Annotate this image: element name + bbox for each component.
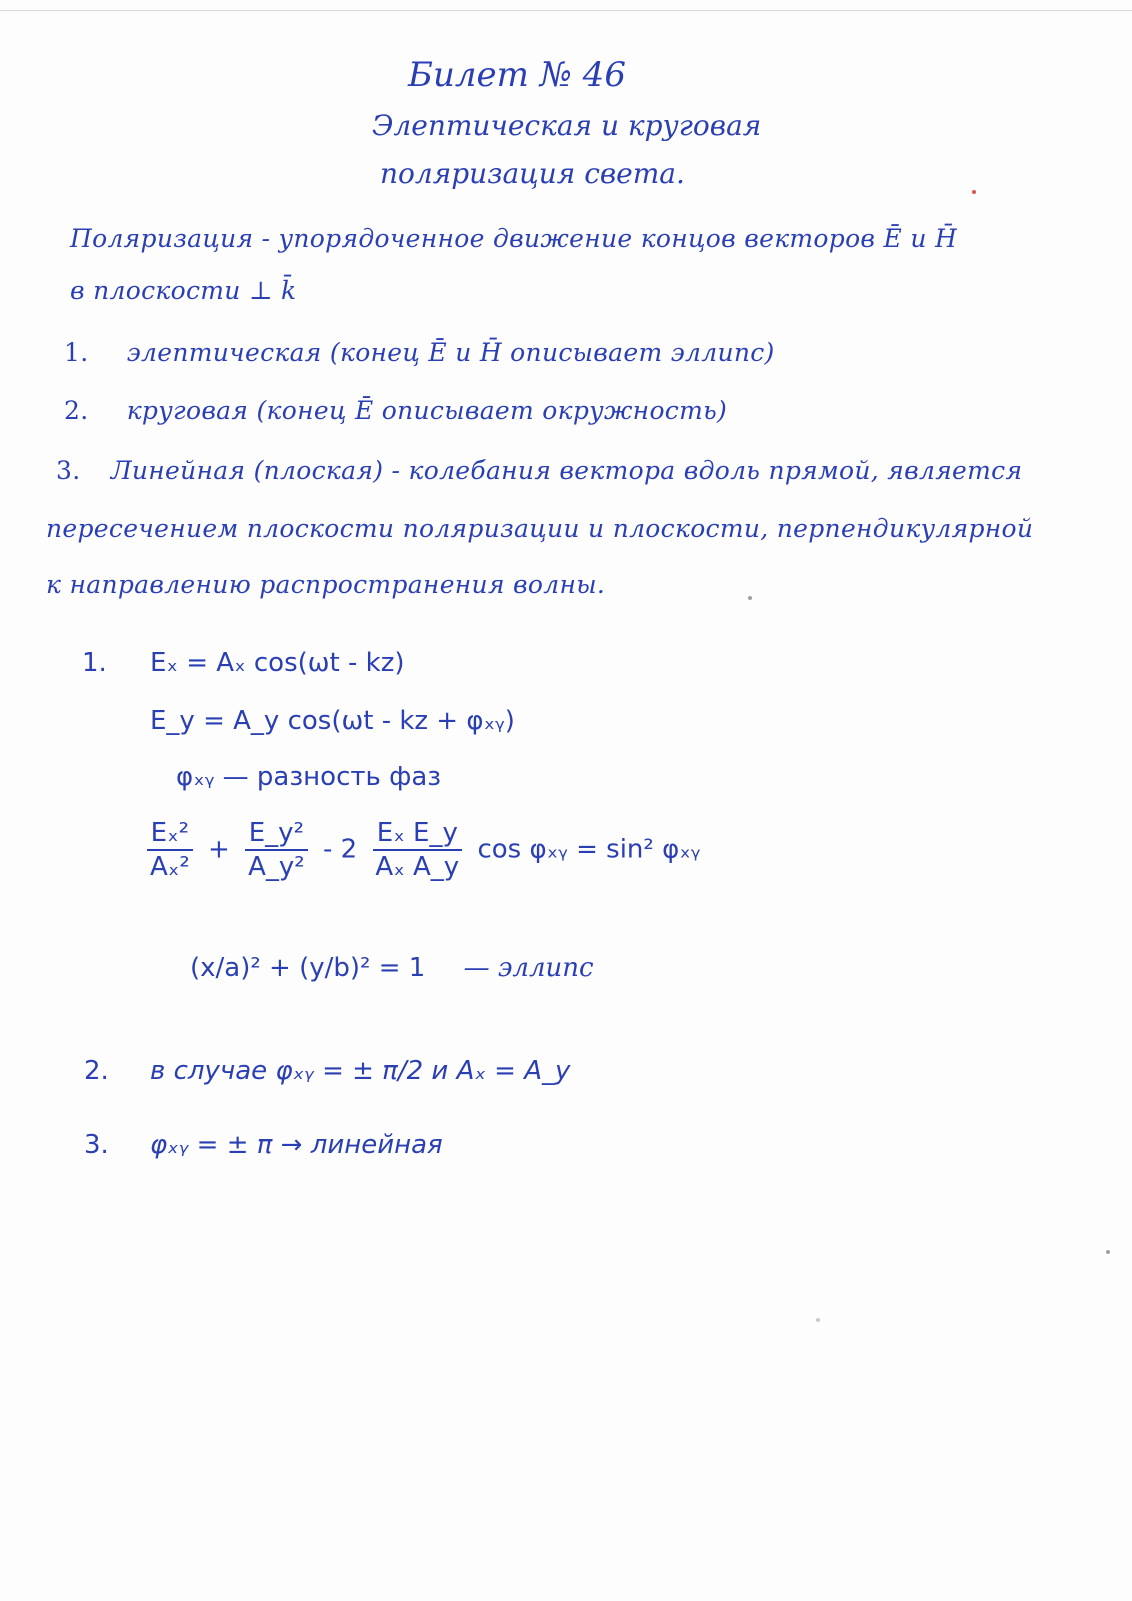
- fraction: [244, 820, 309, 880]
- definition-line-1: Поляризация - упорядоченное движение концов векторов Ē и H̄: [70, 224, 958, 253]
- definition-line-2: в плоскости ⊥ k̄: [70, 276, 297, 305]
- numerator: Eₓ²: [147, 820, 193, 851]
- math-number-2: 2.: [84, 1056, 109, 1086]
- fraction: [371, 820, 463, 880]
- type-number: 2.: [64, 396, 89, 425]
- phase-difference: φₓᵧ — разность фаз: [176, 762, 442, 792]
- math-number-3: 3.: [84, 1130, 109, 1160]
- equation-ey: E_y = A_y cos(ωt - kz + φₓᵧ): [150, 706, 515, 736]
- title-line-1: Элептическая и круговая: [372, 109, 762, 142]
- linear-continuation-1: пересечением плоскости поляризации и плоскости, перпендикулярной: [46, 514, 1034, 543]
- denominator: Aₓ²: [150, 852, 190, 882]
- type-number: 1.: [64, 338, 89, 367]
- scan-edge: [0, 10, 1132, 11]
- paper-speck: [972, 190, 976, 194]
- fraction: [146, 820, 194, 880]
- type-item-2: [64, 398, 727, 423]
- math-number-1: 1.: [82, 648, 107, 678]
- denominator: A_y²: [248, 852, 305, 882]
- type-number: 3.: [56, 456, 81, 485]
- type-text: элептическая (конец Ē и H̄ описывает эллипс): [126, 338, 775, 367]
- numerator: Eₓ E_y: [373, 820, 462, 851]
- paper-speck: [748, 596, 752, 600]
- paper-speck: [816, 1318, 820, 1322]
- type-item-3: [56, 458, 1022, 483]
- ticket-number: Билет № 46: [408, 55, 626, 95]
- equation-tail: cos φₓᵧ = sin² φₓᵧ: [477, 834, 701, 865]
- ellipse-label: — эллипс: [463, 953, 594, 983]
- linear-continuation-2: к направлению распространения волны.: [46, 570, 606, 599]
- type-text: круговая (конец Ē описывает окружность): [126, 396, 728, 425]
- denominator: Aₓ A_y: [375, 852, 460, 882]
- plus-sign: +: [208, 834, 230, 865]
- minus-two: - 2: [322, 834, 358, 865]
- type-item-1: [64, 340, 775, 365]
- ellipse-canonical: [190, 955, 594, 981]
- case-linear: φₓᵧ = ± π → линейная: [150, 1130, 443, 1160]
- ellipse-lhs: (x/a)² + (y/b)² = 1: [190, 953, 426, 983]
- case-circular: в случае φₓᵧ = ± π/2 и Aₓ = A_y: [150, 1056, 571, 1086]
- numerator: E_y²: [245, 820, 308, 851]
- equation-ex: Eₓ = Aₓ cos(ωt - kz): [150, 648, 405, 678]
- equation-ellipse-general: [140, 820, 700, 880]
- title-line-2: поляризация света.: [380, 157, 685, 190]
- type-text: Линейная (плоская) - колебания вектора вдоль прямой, являетcя: [110, 456, 1023, 485]
- paper-speck: [1106, 1250, 1110, 1254]
